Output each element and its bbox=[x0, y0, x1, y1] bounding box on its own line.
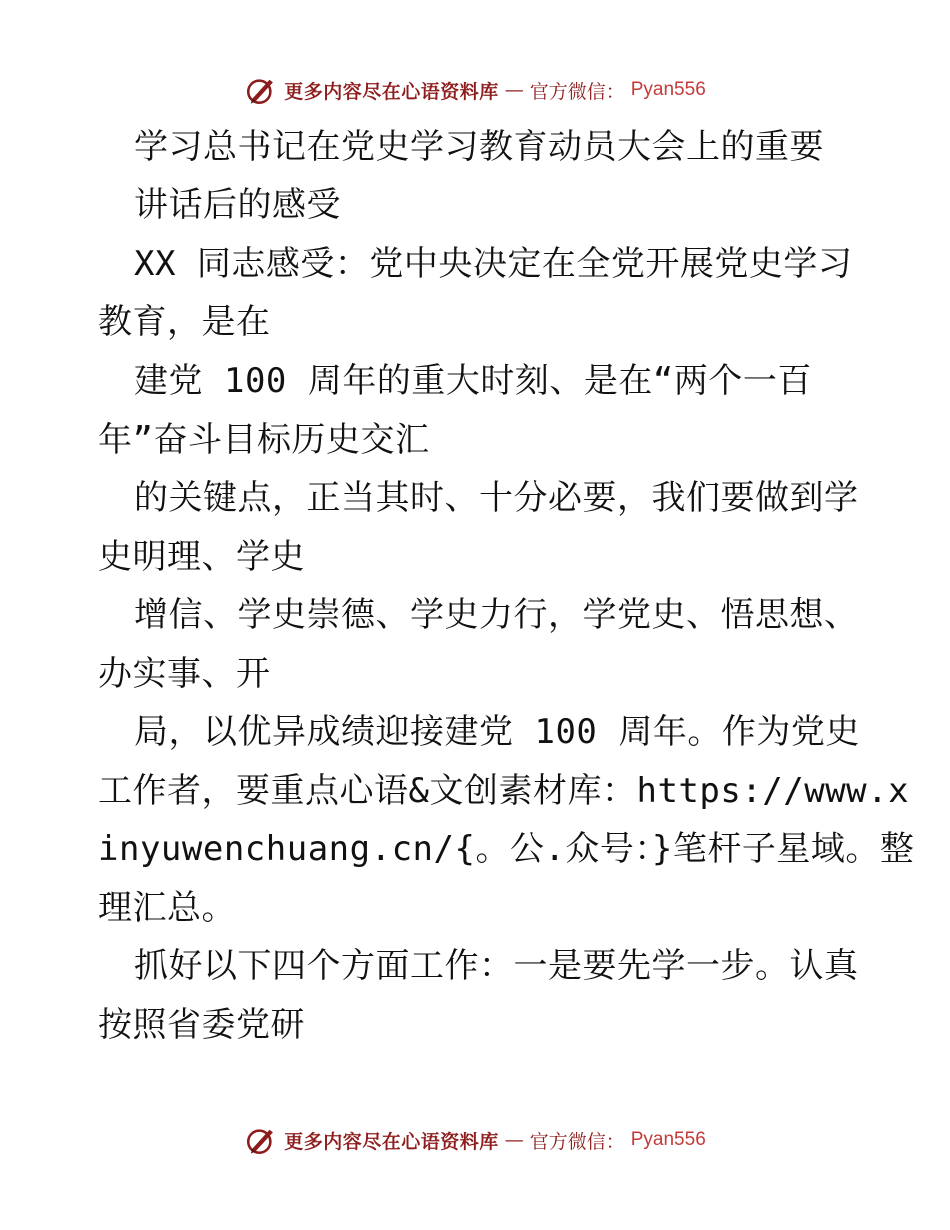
text-line: 史明理、学史 bbox=[98, 537, 305, 577]
text-line: 工作者，要重点心语&文创素材库：https://www.x bbox=[98, 771, 910, 811]
footer-banner bbox=[0, 1120, 950, 1160]
text-line: inyuwenchuang.cn/{。公.众号：}笔杆子星域。整 bbox=[98, 829, 915, 869]
text-line: 年”奋斗目标历史交汇 bbox=[98, 420, 430, 460]
text-line: XX 同志感受：党中央决定在全党开展党史学习 bbox=[134, 244, 853, 284]
banner-wechat-id: Pyan556 bbox=[630, 79, 706, 100]
text-line: 学习总书记在党史学习教育动员大会上的重要 bbox=[134, 127, 824, 167]
text-line: 局，以优异成绩迎接建党 100 周年。作为党史 bbox=[134, 712, 860, 752]
pen-in-circle-icon bbox=[244, 1123, 278, 1157]
text-line: 理汇总。 bbox=[98, 888, 236, 928]
banner-wechat-id: Pyan556 bbox=[630, 1129, 706, 1150]
text-line: 讲话后的感受 bbox=[134, 185, 341, 225]
text-line: 增信、学史崇德、学史力行，学党史、悟思想、 bbox=[134, 595, 859, 635]
text-line: 建党 100 周年的重大时刻、是在“两个一百 bbox=[134, 361, 812, 401]
text-line: 教育，是在 bbox=[98, 302, 271, 342]
text-line: 办实事、开 bbox=[98, 654, 271, 694]
text-line: 抓好以下四个方面工作：一是要先学一步。认真 bbox=[134, 946, 859, 986]
banner-text: 更多内容尽在心语资料库 bbox=[284, 80, 499, 103]
banner-text: 更多内容尽在心语资料库 bbox=[284, 1130, 499, 1153]
text-line: 按照省委党研 bbox=[98, 1005, 305, 1045]
footer-banner-content bbox=[244, 1123, 706, 1157]
banner-dash: — bbox=[504, 79, 524, 101]
banner-wechat-label: 官方微信： bbox=[529, 1130, 625, 1153]
text-line: 的关键点，正当其时、十分必要，我们要做到学 bbox=[134, 478, 859, 518]
banner-dash: — bbox=[504, 1129, 524, 1151]
banner-wechat-label: 官方微信： bbox=[529, 80, 625, 103]
